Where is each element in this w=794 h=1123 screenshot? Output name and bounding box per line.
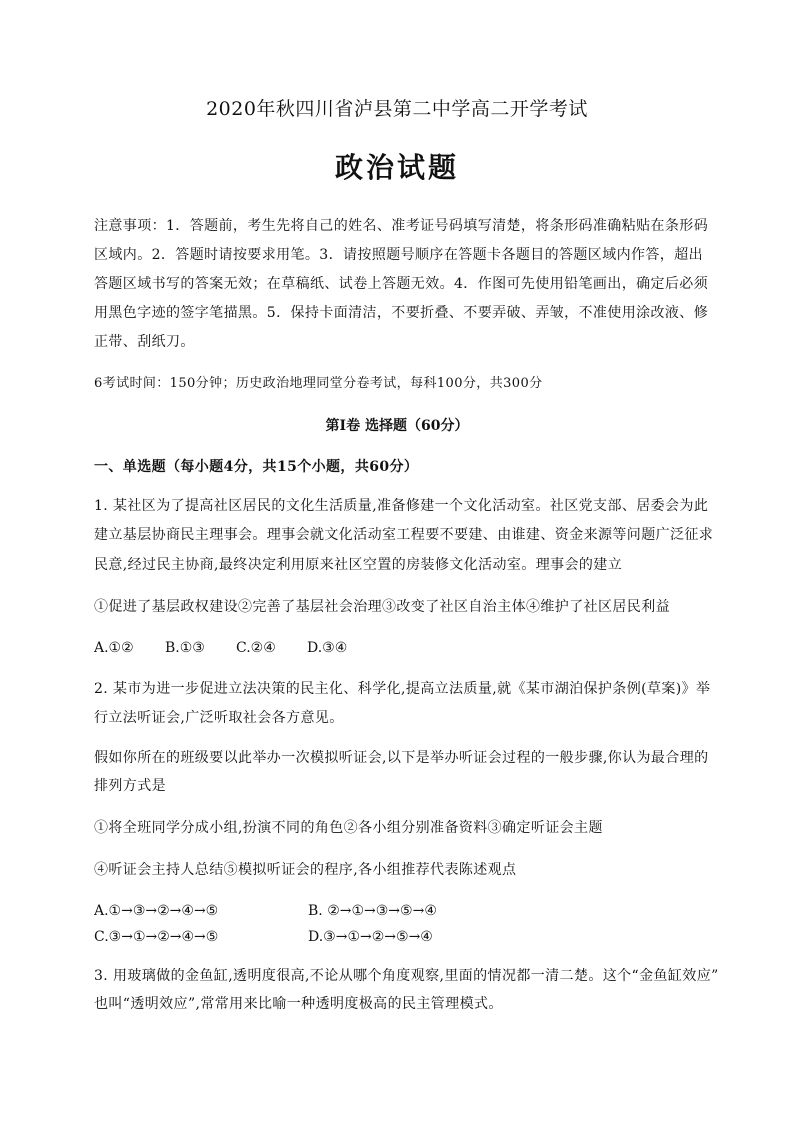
q2-stem-line: 行立法听证会,广泛听取社会各方意见。 [94,710,344,726]
q1-option-b: B.①③ [165,640,205,656]
subject-title: 政治试题 [334,151,459,184]
q1-option-d: D.③④ [307,640,348,656]
q2-option-b: B. ②→①→③→⑤→④ [308,903,437,919]
q1-stem-line: 建立基层协商民主理事会。理事会就文化活动室工程要不要建、由谁建、资金来源等问题广泛征求 [94,527,714,543]
q1-stem-line: 1. 某社区为了提高社区居民的文化生活质量,准备修建一个文化活动室。社区党支部、居委会为此 [94,498,709,514]
q2-option-c: C.③→①→②→④→⑤ [94,929,219,945]
q1-statements: ①促进了基层政权建设②完善了基层社会治理③改变了社区自治主体④维护了社区居民利益 [94,599,670,615]
q2-stem-line: 2. 某市为进一步促进立法决策的民主化、科学化,提高立法质量,就《某市湖泊保护条例(草案)》举 [94,681,711,697]
q1-stem-line: 民意,经过民主协商,最终决定利用原来社区空置的房装修文化活动室。理事会的建立 [94,557,623,573]
q3-stem-line: 3. 用玻璃做的金鱼缸,透明度很高,不论从哪个角度观察,里面的情况都一清二楚。这个“金鱼缸效应” [94,968,719,984]
notice-line: 答题区域书写的答案无效；在草稿纸、试卷上答题无效。4．作图可先使用铅笔画出，确定后必须 [94,276,709,292]
q2-option-a: A.①→③→②→④→⑤ [94,903,219,919]
q2-step-line: ④听证会主持人总结⑤模拟听证会的程序,各小组推荐代表陈述观点 [94,862,517,878]
notice-line: 区域内。2．答题时请按要求用笔。3．请按照题号顺序在答题卡各题目的答题区域内作答，超出 [94,247,704,263]
q2-scenario-line: 排列方式是 [94,778,166,794]
q1-option-c: C.②④ [236,640,276,656]
section-title: 第Ⅰ卷 选择题（60分） [325,418,469,434]
notice-line: 注意事项：1．答题前，考生先将自己的姓名、准考证号码填写清楚，将条形码准确粘贴在条形码 [94,218,709,234]
notice-line: 用黑色字迹的签字笔描黑。5．保持卡面清洁，不要折叠、不要弄破、弄皱，不准使用涂改液、修 [94,305,709,321]
q2-step-line: ①将全班同学分成小组,扮演不同的角色②各小组分别准备资料③确定听证会主题 [94,820,603,836]
q2-option-d: D.③→①→②→⑤→④ [308,929,433,945]
section-subtitle: 一、单选题（每小题4分，共15个小题，共60分） [94,459,419,475]
q3-stem-line: 也叫“透明效应”,常常用来比喻一种透明度极高的民主管理模式。 [94,996,503,1012]
exam-time-note: 6考试时间：150分钟；历史政治地理同堂分卷考试，每科100分，共300分 [94,376,543,391]
exam-title: 2020年秋四川省泸县第二中学高二开学考试 [206,98,588,120]
notice-line: 正带、刮纸刀。 [94,334,195,350]
q1-option-a: A.①② [94,640,134,656]
q2-scenario-line: 假如你所在的班级要以此举办一次模拟听证会,以下是举办听证会过程的一般步骤,你认为最合理的 [94,750,709,766]
